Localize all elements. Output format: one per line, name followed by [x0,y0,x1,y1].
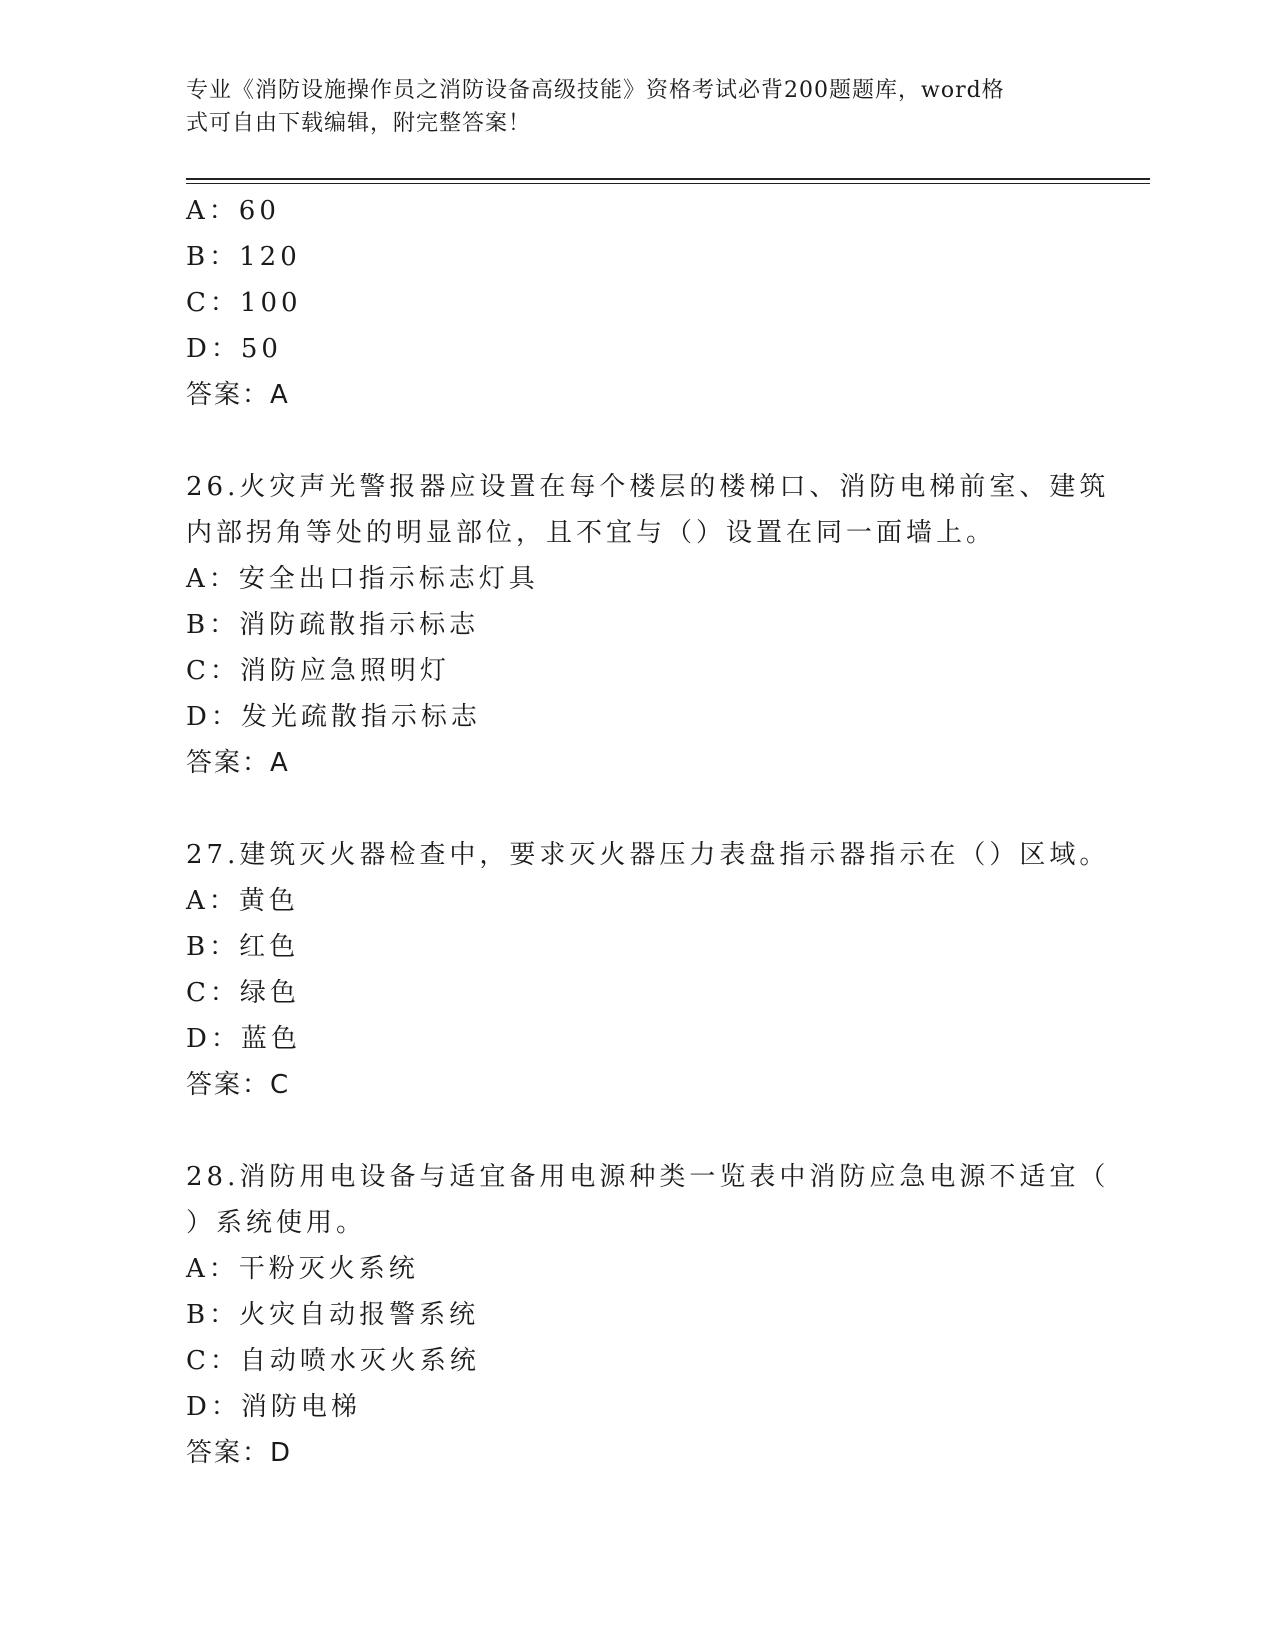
header-line-1: 专业《消防设施操作员之消防设备高级技能》资格考试必背200题题库，word格 [186,78,1005,103]
spacer [186,418,1086,464]
option-c: C：消防应急照明灯 [186,656,450,686]
option-b: B：120 [186,242,301,272]
spacer [186,1108,1086,1154]
question-stem-line-2: ）系统使用。 [186,1208,367,1238]
header-line-2: 式可自由下载编辑，附完整答案！ [186,111,532,136]
answer-line: 答案：C [186,1070,291,1100]
option-b: B：红色 [186,932,300,962]
answer-line: 答案：A [186,748,290,778]
header-divider-thin [186,183,1150,184]
question-27 [186,832,1110,1108]
spacer [186,786,1086,832]
option-a: A：黄色 [186,886,299,916]
question-26 [186,464,1110,786]
answer-line: 答案：A [186,380,290,410]
option-d: D：消防电梯 [186,1392,361,1422]
question-28 [186,1154,1110,1476]
header-divider-thick [186,178,1150,180]
option-c: C：100 [186,288,302,318]
option-a: A：干粉灭火系统 [186,1254,419,1284]
option-b: B：火灾自动报警系统 [186,1300,480,1330]
question-list [186,188,1110,1476]
option-a: A：安全出口指示标志灯具 [186,564,539,594]
option-c: C：绿色 [186,978,300,1008]
answer-line: 答案：D [186,1438,293,1468]
document-header [186,74,1066,140]
question-stem-line-1: 28.消防用电设备与适宜备用电源种类一览表中消防应急电源不适宜（ [186,1162,1110,1192]
question-stem-line-1: 27.建筑灭火器检查中，要求灭火器压力表盘指示器指示在（）区域。 [186,840,1110,870]
question-stem-line-1: 26.火灾声光警报器应设置在每个楼层的楼梯口、消防电梯前室、建筑 [186,472,1110,502]
question-25 [186,188,1086,418]
option-b: B：消防疏散指示标志 [186,610,480,640]
option-c: C：自动喷水灭火系统 [186,1346,480,1376]
option-d: D：蓝色 [186,1024,301,1054]
option-a: A：60 [186,196,280,226]
option-d: D：发光疏散指示标志 [186,702,481,732]
question-stem-line-2: 内部拐角等处的明显部位，且不宜与（）设置在同一面墙上。 [186,518,997,548]
option-d: D：50 [186,334,282,364]
